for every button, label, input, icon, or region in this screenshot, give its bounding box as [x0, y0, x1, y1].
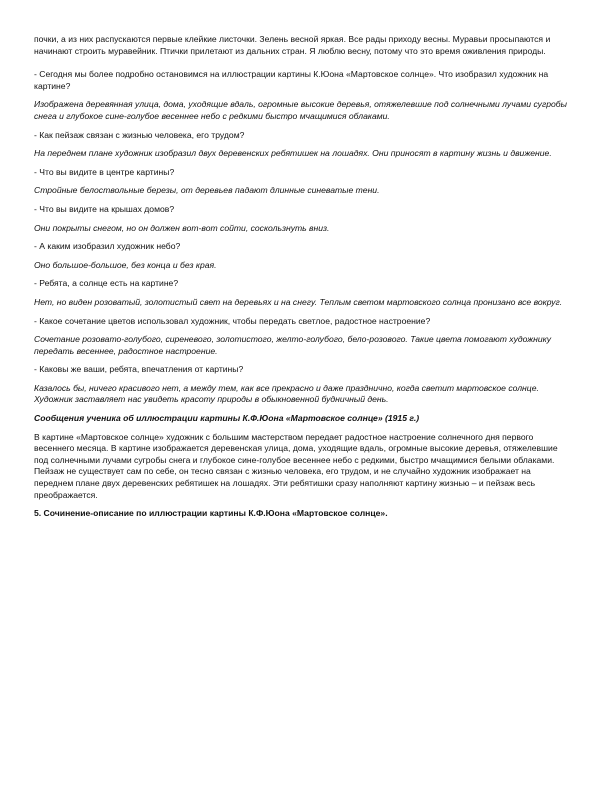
section-heading-essay: 5. Сочинение-описание по иллюстрации картины К.Ф.Юона «Мартовское солнце».	[34, 508, 388, 519]
question-landscape-life: - Как пейзаж связан с жизнью человека, его трудом?	[34, 129, 245, 140]
answer-what-depicted: Изображена деревянная улица, дома, уходящие вдаль, огромные высокие деревья, отяжелевшие под солнечными лучами сугробы снега и глубокое сине-голубое весеннее небо с редкими быстро мчащимися облаками.	[34, 99, 567, 121]
answer-colors: Сочетание розовато-голубого, сиреневого, золотистого, желто-голубого, бело-розового. Такие цвета помогают художнику передать весеннее, радостное настроение.	[34, 334, 551, 356]
answer-sun: Нет, но виден розоватый, золотистый свет на деревьях и на снегу. Теплым светом мартовского солнца пронизано все вокруг.	[34, 296, 563, 307]
question-center: - Что вы видите в центре картины?	[34, 166, 175, 177]
question-sun: - Ребята, а солнце есть на картине?	[34, 278, 179, 289]
question-colors: - Какое сочетание цветов использовал художник, чтобы передать светлое, радостное настроение?	[34, 315, 431, 326]
question-what-depicted: - Сегодня мы более подробно остановимся на иллюстрации картины К.Юона «Мартовское солнце». Что изобразил художник на картине?	[34, 69, 549, 91]
student-report-heading: Сообщения ученика об иллюстрации картины К.Ф.Юона «Мартовское солнце» (1915 г.)	[34, 413, 420, 424]
answer-roofs: Они покрыты снегом, но он должен вот-вот сойти, соскользнуть вниз.	[34, 222, 330, 233]
answer-sky: Оно большое-большое, без конца и без края.	[34, 259, 217, 270]
answer-center: Стройные белоствольные березы, от деревьев падают длинные синеватые тени.	[34, 185, 380, 196]
question-sky: - А каким изобразил художник небо?	[34, 241, 181, 252]
answer-landscape-life: На переднем плане художник изобразил двух деревенских ребятишек на лошадях. Они приносят в картину жизнь и движение.	[34, 148, 552, 159]
answer-impressions: Казалось бы, ничего красивого нет, а между тем, как все прекрасно и даже празднично, когда светит мартовское солнце. Художник заставляет нас увидеть красоту природы в обыкновенной будничный день.	[34, 382, 539, 405]
student-report-body: В картине «Мартовское солнце» художник с большим мастерством передает радостное настроение солнечного дня первого весеннего месяца. В картине изображается деревенская улица, дома, уходящие вдаль, огромные высокие деревья, отяжелевшие под солнечными лучами сугробы снега и глубокое сине-голубое весеннее небо с редкими, быстро мчащимися белыми облаками. Пейзаж не существует сам по себе, он тесно связан с жизнью человека, его трудом, и не случайно художник изображает на переднем плане двух деревенских ребятишек на лошадях. Эти ребятишки сразу наполняют картину жизнью – и пейзаж весь преображается.	[34, 431, 558, 500]
question-roofs: - Что вы видите на крышах домов?	[34, 203, 175, 214]
question-impressions: - Каковы же ваши, ребята, впечатления от картины?	[34, 364, 244, 375]
paragraph-spring-intro: почки, а из них распускаются первые клейкие листочки. Зелень весной яркая. Все рады приходу весны. Муравьи просыпаются и начинают строить муравейник. Птички прилетают из дальних стран. Я люблю весну, потому что это время оживления природы.	[34, 34, 551, 56]
